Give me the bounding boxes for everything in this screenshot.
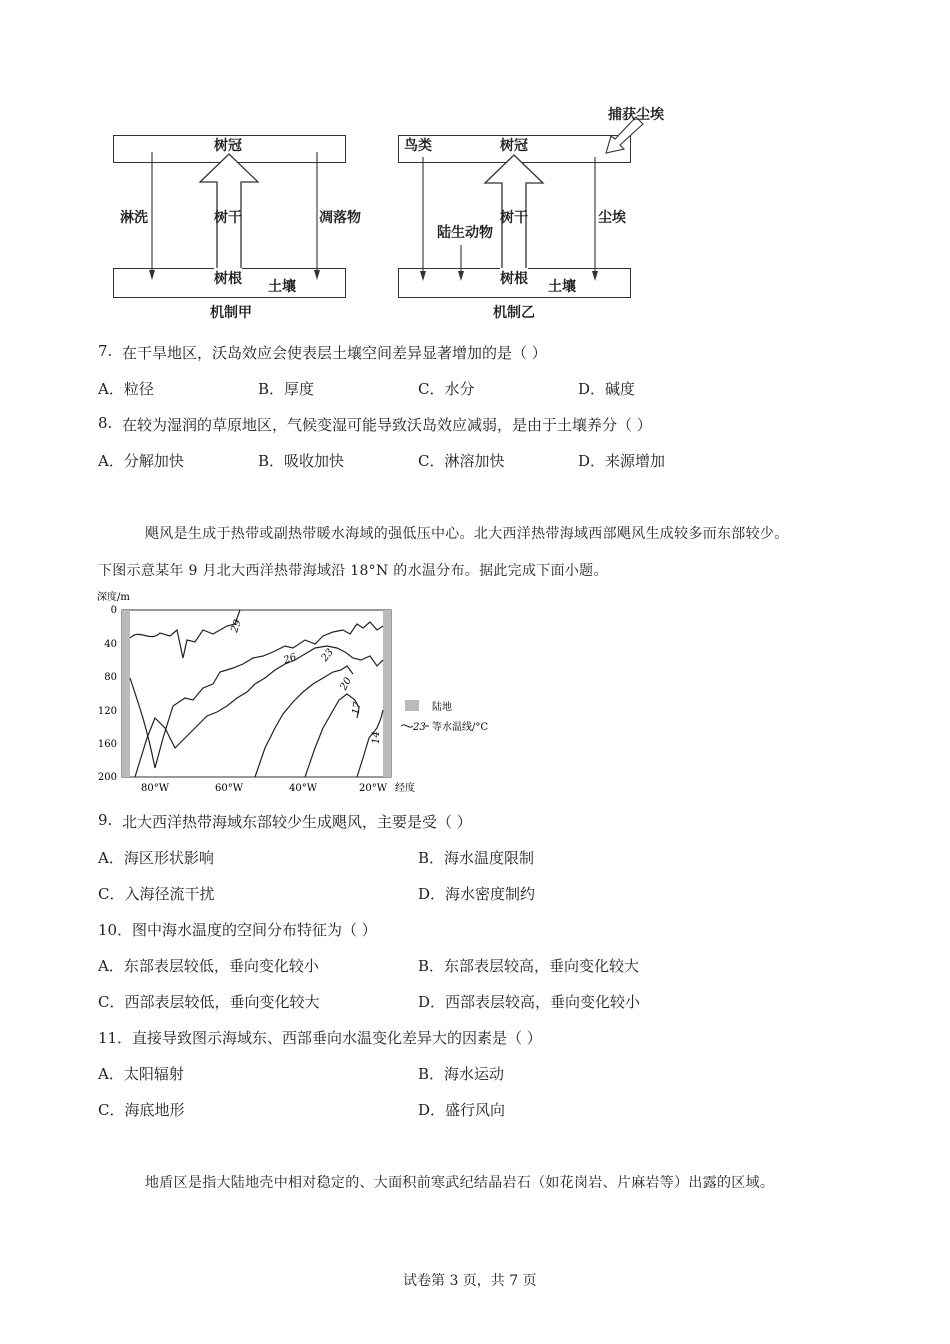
option-d: D．盛行风向: [418, 1101, 506, 1119]
animals-label: 陆生动物: [437, 225, 493, 241]
option-c: C．水分: [418, 380, 475, 398]
legend-land-swatch: [405, 700, 419, 711]
question-text: 在干旱地区，沃岛效应会使表层土壤空间差异显著增加的是（ ）: [122, 344, 547, 362]
y-tick-160: 160: [97, 739, 117, 750]
x-tick-20w: 20°W: [358, 783, 388, 794]
x-tick-40w: 40°W: [288, 783, 318, 794]
soil-label-a: 土壤: [268, 279, 296, 295]
option-c: C．海底地形: [98, 1101, 185, 1119]
x-axis-title: 经度: [395, 783, 415, 794]
option-b: B．厚度: [258, 380, 315, 398]
option-d: D．来源增加: [578, 452, 666, 470]
y-tick-40: 40: [104, 639, 117, 650]
option-b: B．东部表层较高，垂向变化较大: [418, 957, 640, 975]
land-strip-east: [383, 610, 391, 777]
isotherm-label-17: 17: [350, 701, 364, 716]
x-tick-60w: 60°W: [214, 783, 244, 794]
soil-label-b: 土壤: [548, 279, 576, 295]
option-b: B．海水温度限制: [418, 849, 535, 867]
capture-dust-label: 捕获尘埃: [608, 107, 664, 123]
canopy-label-b: 树冠: [500, 138, 528, 154]
isotherm-label-23: 23: [319, 646, 337, 664]
canopy-label-a: 树冠: [214, 138, 242, 154]
passage-line-2: 下图示意某年 9 月北大西洋热带海域沿 18°N 的水温分布。据此完成下面小题。: [98, 563, 608, 579]
litter-label: 凋落物: [319, 210, 361, 226]
water-temperature-chart: [95, 588, 515, 800]
passage-shield-area: 地盾区是指大陆地壳中相对稳定的、大面积前寒武纪结晶岩石（如花岗岩、片麻岩等）出露的区域。: [145, 1175, 775, 1191]
question-number: 8.: [98, 414, 113, 432]
question-number: 9.: [98, 811, 113, 829]
question-text: 在较为湿润的草原地区，气候变湿可能导致沃岛效应减弱，是由于土壤养分（ ）: [122, 416, 652, 434]
y-axis-title: 深度/m: [97, 592, 130, 603]
x-tick-80w: 80°W: [140, 783, 170, 794]
question-text: 图中海水温度的空间分布特征为（ ）: [132, 921, 377, 939]
option-a: A．东部表层较低，垂向变化较小: [98, 957, 319, 975]
leaching-label: 淋洗: [120, 210, 148, 226]
option-c: C．西部表层较低，垂向变化较大: [98, 993, 320, 1011]
trunk-label-b: 树干: [500, 210, 528, 226]
option-b: B．吸收加快: [258, 452, 345, 470]
option-d: D．碱度: [578, 380, 636, 398]
birds-label: 鸟类: [404, 138, 432, 154]
trunk-label-a: 树干: [214, 210, 242, 226]
option-c: C．淋溶加快: [418, 452, 505, 470]
legend-land-label: 陆地: [432, 702, 452, 713]
option-d: D．西部表层较高，垂向变化较小: [418, 993, 641, 1011]
root-label-b: 树根: [500, 268, 528, 288]
dust-label: 尘埃: [598, 210, 626, 226]
isotherm-label-26: 26: [282, 651, 299, 667]
option-a: A．海区形状影响: [98, 849, 214, 867]
land-strip-west: [122, 610, 130, 777]
page-footer: 试卷第 3 页，共 7 页: [403, 1273, 537, 1289]
question-number: 10．: [98, 921, 133, 939]
option-a: A．太阳辐射: [98, 1065, 184, 1083]
root-label-a: 树根: [214, 268, 242, 288]
plot-frame: [122, 610, 391, 777]
isotherm-label-29: 29: [229, 618, 244, 635]
caption-mechanism-b: 机制乙: [493, 305, 535, 321]
mechanism-b-arrows: [390, 105, 680, 305]
y-tick-0: 0: [110, 605, 117, 616]
legend-isotherm-number: 23: [413, 722, 426, 733]
question-number: 11．: [98, 1029, 133, 1047]
isotherm-label-14: 14: [371, 731, 382, 744]
caption-mechanism-a: 机制甲: [210, 305, 252, 321]
option-a: A．粒径: [98, 380, 154, 398]
option-a: A．分解加快: [98, 452, 184, 470]
question-text: 北大西洋热带海域东部较少生成飓风，主要是受（ ）: [122, 813, 472, 831]
y-tick-80: 80: [104, 672, 117, 683]
passage-line-1: 飓风是生成于热带或副热带暖水海域的强低压中心。北大西洋热带海域西部飓风生成较多而东部较少。: [145, 526, 789, 542]
y-tick-120: 120: [97, 706, 117, 717]
question-text: 直接导致图示海域东、西部垂向水温变化差异大的因素是（ ）: [132, 1029, 542, 1047]
question-number: 7.: [98, 342, 113, 360]
legend-isotherm-label: 等水温线/°C: [432, 722, 489, 733]
isotherm-label-20: 20: [338, 675, 355, 693]
option-b: B．海水运动: [418, 1065, 505, 1083]
option-d: D．海水密度制约: [418, 885, 536, 903]
option-c: C．入海径流干扰: [98, 885, 215, 903]
y-tick-200: 200: [97, 772, 117, 783]
